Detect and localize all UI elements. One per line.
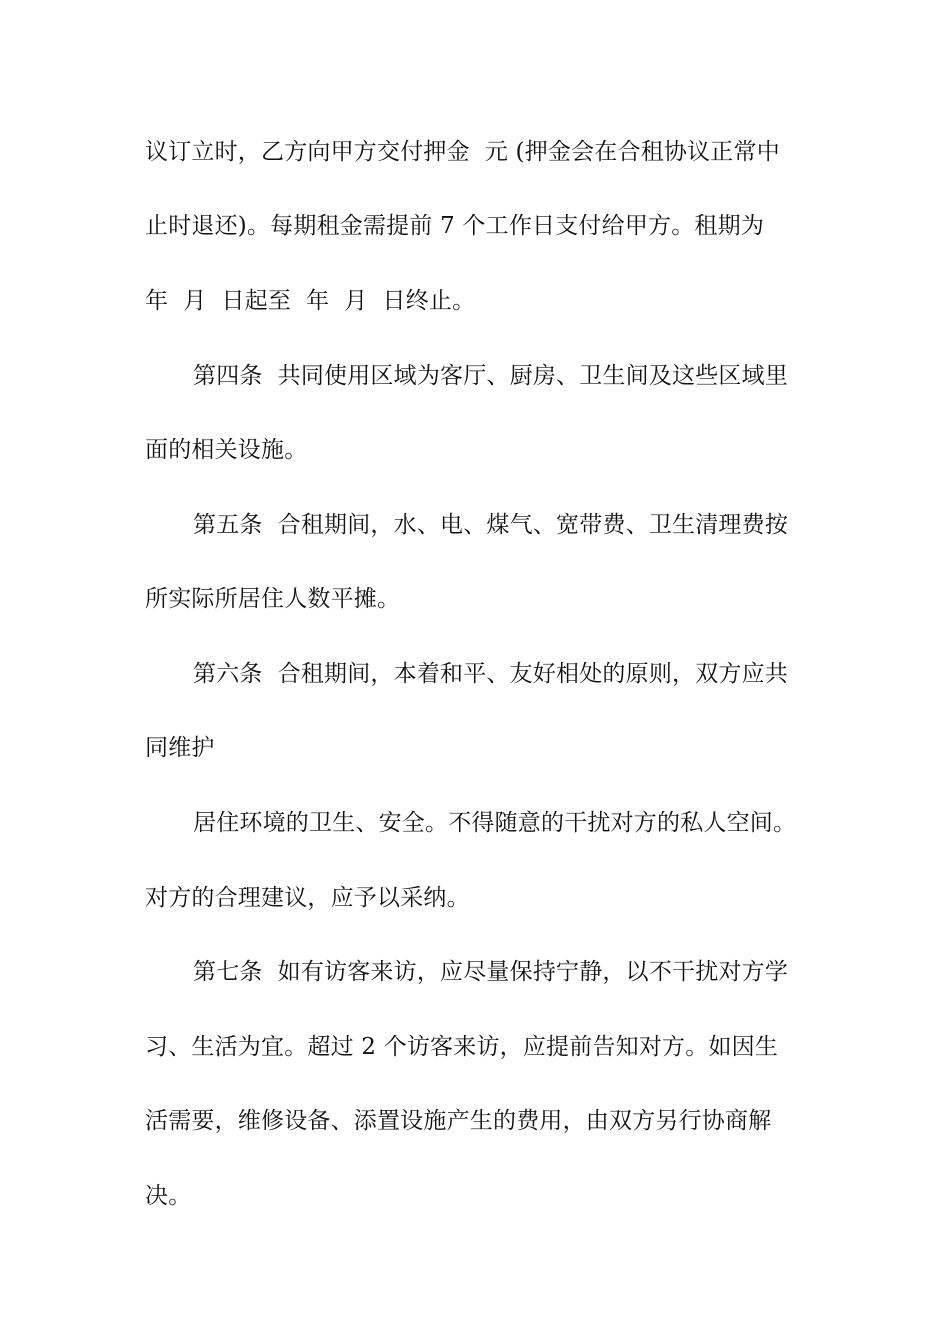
article-4-line-2: 面的相关设施。 <box>145 437 308 463</box>
article-5-line-1: 第五条 合租期间，水、电、煤气、宽带费、卫生清理费按 <box>193 512 789 538</box>
article-6-line-1: 第六条 合租期间，本着和平、友好相处的原则，双方应共 <box>193 661 789 687</box>
article-6-line-2: 同维护 <box>145 735 215 761</box>
article-7-line-3: 活需要，维修设备、添置设施产生的费用，由双方另行协商解 <box>145 1108 772 1134</box>
article-4-line-1: 第四条 共同使用区域为客厅、厨房、卫生间及这些区域里 <box>193 363 789 389</box>
article-6-line-3: 居住环境的卫生、安全。不得随意的干扰对方的私人空间。 <box>193 810 797 836</box>
text-line-3: 年 月 日起至 年 月 日终止。 <box>145 288 476 314</box>
text-line-1: 议订立时，乙方向甲方交付押金 元 (押金会在合租协议正常中 <box>145 139 780 165</box>
article-5-line-2: 所实际所居住人数平摊。 <box>145 586 401 612</box>
article-7-line-1: 第七条 如有访客来访，应尽量保持宁静，以不干扰对方学 <box>193 959 789 985</box>
article-7-line-4: 决。 <box>145 1183 192 1209</box>
text-line-2: 止时退还)。每期租金需提前 7 个工作日支付给甲方。租期为 <box>145 213 765 239</box>
article-6-line-4: 对方的合理建议，应予以采纳。 <box>145 885 470 911</box>
article-7-line-2: 习、生活为宜。超过 2 个访客来访，应提前告知对方。如因生 <box>145 1034 779 1060</box>
